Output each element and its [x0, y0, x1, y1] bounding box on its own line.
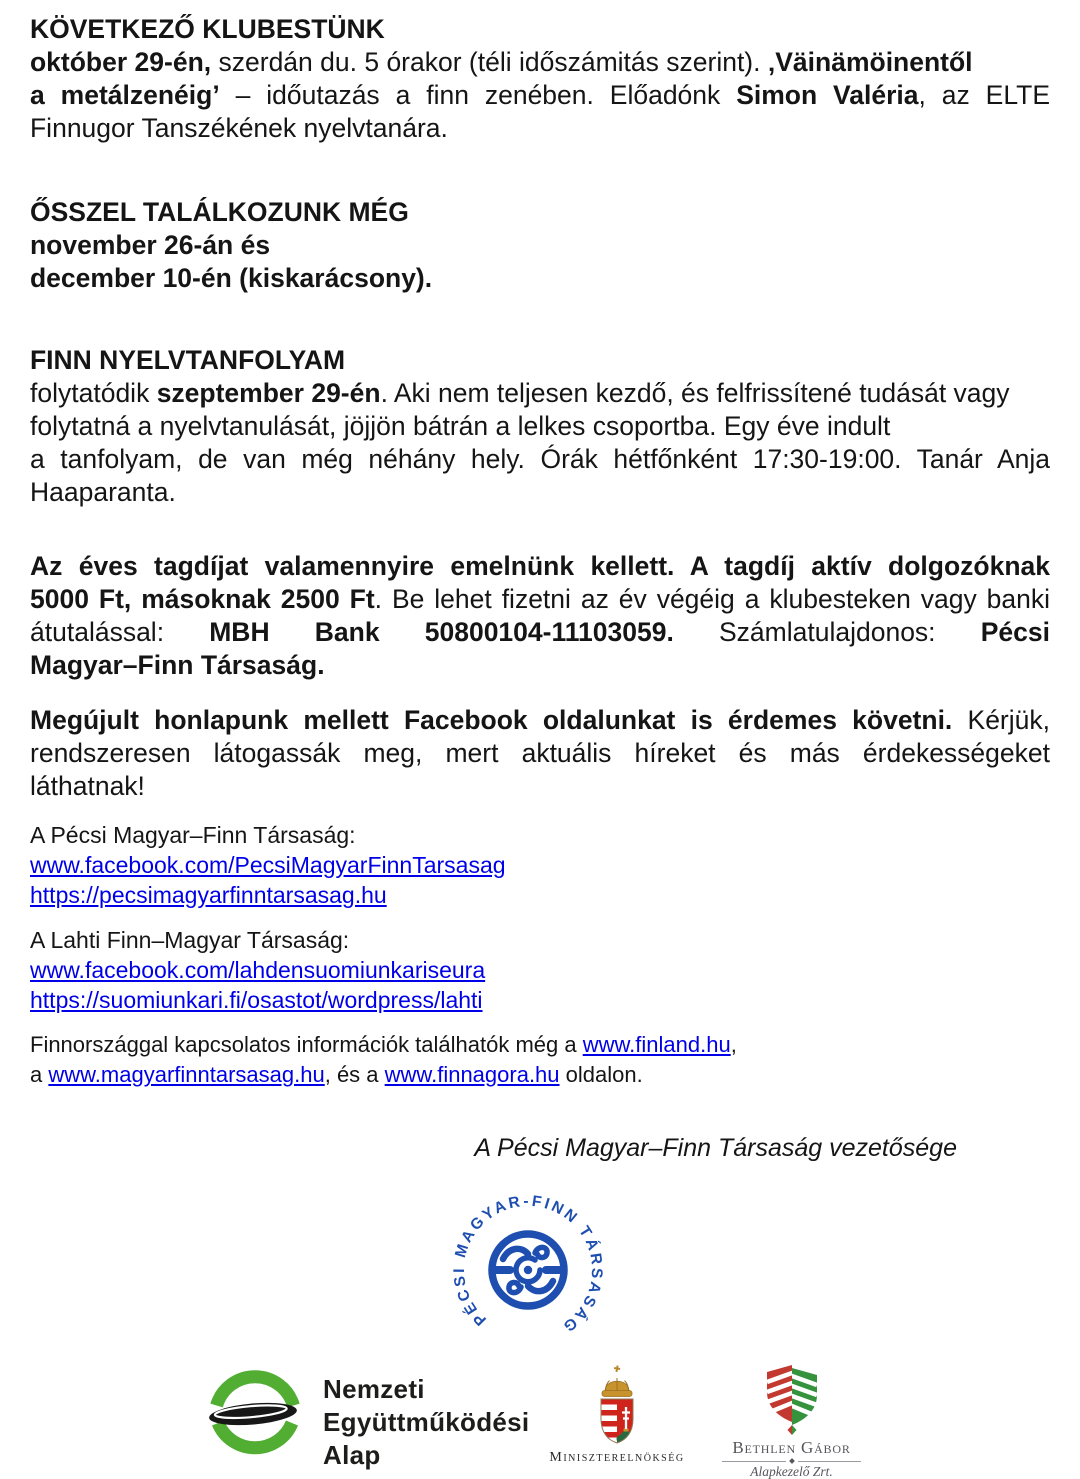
- bethlen-shield-icon: [760, 1362, 824, 1436]
- text-run: FINN NYELVTANFOLYAM: [30, 345, 346, 375]
- society-ring-text: PÉCSI MAGYAR-FINN TÁRSASÁG: [450, 1192, 606, 1337]
- link[interactable]: www.facebook.com/PecsiMagyarFinnTarsasag: [30, 852, 506, 878]
- text-line: [30, 443, 1050, 476]
- text-line: [30, 704, 1050, 737]
- text-run: Finnugor Tanszékének nyelvtanára.: [30, 113, 448, 143]
- hungarian-coat-of-arms-icon: [593, 1363, 641, 1447]
- bethlen-rule: [722, 1459, 861, 1463]
- section-tagdij: [30, 550, 1050, 682]
- text-run: 5000 Ft, másoknak 2500 Ft: [30, 584, 375, 614]
- text-run: a metálzenéig’: [30, 80, 220, 110]
- text-line: [30, 344, 1050, 377]
- bethlen-gabor-logo: [704, 1362, 879, 1479]
- link[interactable]: www.finnagora.hu: [384, 1062, 560, 1087]
- text-line: [30, 229, 1050, 262]
- section-megujult-honlapunk: [30, 704, 1050, 803]
- text-run: ,: [730, 1032, 737, 1057]
- text-run: október 29-én,: [30, 47, 212, 77]
- bethlen-subtitle: Alapkezelő Zrt.: [750, 1464, 833, 1479]
- section-pecsi-linkek: [30, 820, 1050, 910]
- text-line: [30, 770, 1050, 803]
- text-run: ŐSSZEL TALÁLKOZUNK MÉG: [30, 197, 409, 227]
- miniszterelnokseg-logo: [527, 1363, 707, 1466]
- link[interactable]: https://suomiunkari.fi/osastot/wordpress/lahti: [30, 987, 483, 1013]
- nea-circle-icon: [203, 1361, 307, 1465]
- text-line: [30, 820, 1050, 850]
- text-run: Haaparanta.: [30, 477, 176, 507]
- section-finn-nyelvtanfolyam: [30, 344, 1050, 509]
- text-run: A Lahti Finn–Magyar Társaság:: [30, 927, 350, 953]
- text-run: láthatnak!: [30, 771, 145, 801]
- text-line: [30, 262, 1050, 295]
- text-line: [30, 649, 1050, 682]
- signature-line: A Pécsi Magyar–Finn Társaság vezetősége: [474, 1134, 957, 1162]
- text-run: Kérjük,: [952, 705, 1050, 735]
- section-kovetkezo-klubestunk: [30, 13, 1050, 145]
- text-run: oldalon.: [559, 1062, 643, 1087]
- nea-line-1: Nemzeti: [323, 1374, 425, 1404]
- text-run: folytatná a nyelvtanulását, jöjjön bátrán a lelkes csoportba. Egy éve indult: [30, 411, 891, 441]
- text-run: Az éves tagdíjat valamennyire emelnünk kellett. A tagdíj aktív dolgozóknak: [30, 551, 1050, 581]
- section-osszel-talalkozunk: [30, 196, 1050, 295]
- text-run: Pécsi: [980, 617, 1050, 647]
- text-run: rendszeresen látogassák meg, mert aktuális híreket és más érdekességeket: [30, 738, 1050, 768]
- society-logo-svg: [443, 1185, 613, 1355]
- text-run: szeptember 29-én: [156, 378, 381, 408]
- text-line: [30, 616, 1050, 649]
- society-logo: [443, 1185, 613, 1357]
- text-line: [30, 1060, 1050, 1090]
- text-run: a: [30, 1062, 49, 1087]
- text-line: [30, 925, 1050, 955]
- wave-emblem-icon: [492, 1234, 564, 1306]
- text-line: [30, 850, 1050, 880]
- text-run: , és a: [324, 1062, 385, 1087]
- section-finnorszag-informaciok: [30, 1030, 1050, 1090]
- text-run: december 10-én (kiskarácsony).: [30, 263, 433, 293]
- text-run: , az ELTE: [918, 80, 1050, 110]
- section-lahti-linkek: [30, 925, 1050, 1015]
- text-run: a tanfolyam, de van még néhány hely. Órák hétfőnként 17:30-19:00. Tanár Anja: [30, 444, 1050, 474]
- text-run: . Be lehet fizetni az év végéig a klubesteken vagy banki: [374, 584, 1050, 614]
- text-run: – időutazás a finn zenében. Előadónk: [219, 80, 737, 110]
- text-line: [30, 79, 1050, 112]
- text-run: Magyar–Finn Társaság.: [30, 650, 325, 680]
- text-line: [30, 550, 1050, 583]
- text-run: folytatódik: [30, 378, 157, 408]
- text-line: [30, 1030, 1050, 1060]
- text-line: [30, 46, 1050, 79]
- text-line: [30, 737, 1050, 770]
- nea-wordmark: [323, 1373, 529, 1472]
- text-run: A Pécsi Magyar–Finn Társaság:: [30, 822, 356, 848]
- text-run: ‚Väinämöinentől: [767, 47, 973, 77]
- diamond-icon: [789, 1458, 795, 1464]
- link[interactable]: www.magyarfinntarsasag.hu: [48, 1062, 325, 1087]
- text-line: [30, 377, 1050, 410]
- nea-logo: [203, 1361, 529, 1472]
- text-run: november 26-án és: [30, 230, 271, 260]
- text-run: . Aki nem teljesen kezdő, és felfrissítené tudását vagy: [380, 378, 1010, 408]
- text-line: [30, 410, 1050, 443]
- text-run: szerdán du. 5 órakor (téli időszámitás szerint).: [211, 47, 768, 77]
- nea-line-2: Együttműködési: [323, 1407, 530, 1437]
- text-line: [30, 196, 1050, 229]
- text-line: [30, 583, 1050, 616]
- text-line: [30, 476, 1050, 509]
- text-line: [30, 112, 1050, 145]
- text-line: [30, 13, 1050, 46]
- text-run: Számlatulajdonos:: [673, 617, 981, 647]
- footer-logos: [0, 1356, 1080, 1479]
- text-run: Megújult honlapunk mellett Facebook oldalunkat is érdemes követni.: [30, 705, 953, 735]
- nea-line-3: Alap: [323, 1440, 381, 1470]
- text-run: KÖVETKEZŐ KLUBESTÜNK: [30, 14, 385, 44]
- miniszterelnokseg-label: Miniszterelnökség: [549, 1450, 685, 1465]
- text-line: [30, 955, 1050, 985]
- text-line: [30, 880, 1050, 910]
- text-run: Simon Valéria: [736, 80, 919, 110]
- link[interactable]: www.finland.hu: [582, 1032, 731, 1057]
- link[interactable]: www.facebook.com/lahdensuomiunkariseura: [30, 957, 486, 983]
- link[interactable]: https://pecsimagyarfinntarsasag.hu: [30, 882, 387, 908]
- text-run: MBH Bank 50800104-11103059.: [209, 617, 674, 647]
- text-run: Finnországgal kapcsolatos információk találhatók még a: [30, 1032, 583, 1057]
- text-line: [30, 985, 1050, 1015]
- text-run: átutalással:: [30, 617, 210, 647]
- bethlen-title: Bethlen Gábor: [732, 1438, 851, 1457]
- society-ring-text-holder: [451, 1193, 605, 1336]
